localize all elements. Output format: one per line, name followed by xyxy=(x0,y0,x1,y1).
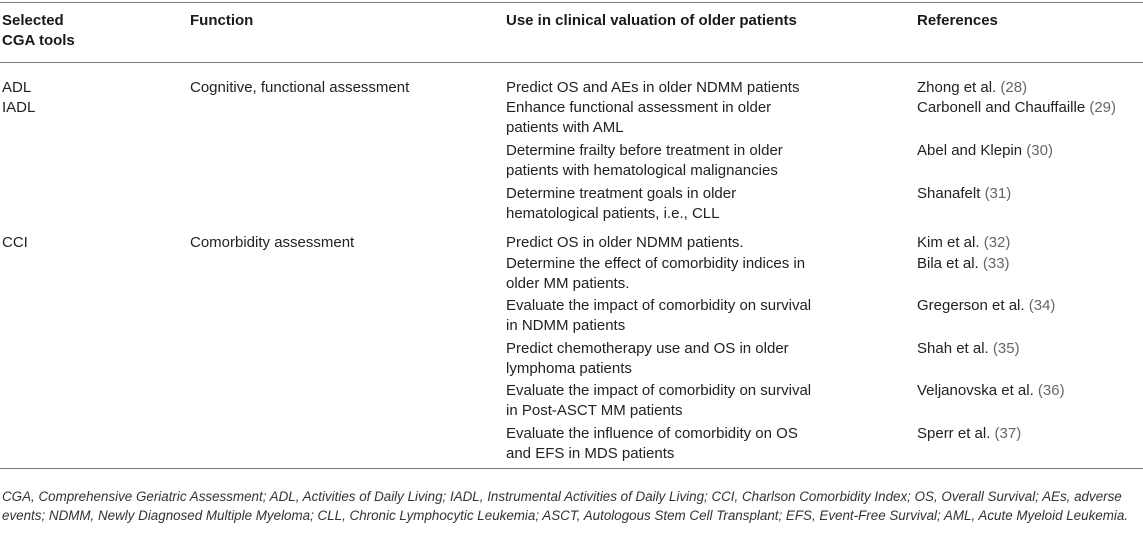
use-cell xyxy=(506,78,836,98)
use-line: Predict chemotherapy use and OS in older xyxy=(506,340,789,357)
use-cell xyxy=(506,424,836,464)
reference-name: Gregerson et al. xyxy=(917,297,1025,314)
use-line: Enhance functional assessment in older xyxy=(506,99,772,116)
tool-iadl: IADL xyxy=(2,99,36,116)
reference-number: (36) xyxy=(1037,382,1065,399)
header-function: Function xyxy=(190,12,254,29)
use-cell xyxy=(506,339,836,379)
use-line: and EFS in MDS patients xyxy=(506,445,675,462)
reference-cell xyxy=(917,339,1142,359)
reference-number: (32) xyxy=(983,234,1011,251)
tool-adl: ADL xyxy=(2,79,32,96)
function-cell: Cognitive, functional assessment xyxy=(190,79,410,96)
table-footnote: CGA, Comprehensive Geriatric Assessment; ADL, Activities of Daily Living; IADL, Instrumental Activities of Daily Living; CCI, Charlson Comorbidity Index; OS, Overall Survival; AEs, adverse events; NDMM, Newly Diagnosed Multiple Myeloma; CLL, Chronic Lymphocytic Leukemia; ASCT, Autologous Stem Cell Transplant; EFS, Event-Free Survival; AML, Acute Myeloid Leukemia. xyxy=(2,489,1129,523)
use-line: Determine frailty before treatment in older xyxy=(506,142,783,159)
use-line: Determine the effect of comorbidity indices in xyxy=(506,255,806,272)
reference-cell xyxy=(917,78,1142,98)
use-line: Determine treatment goals in older xyxy=(506,185,737,202)
use-line: Evaluate the impact of comorbidity on survival xyxy=(506,297,812,314)
use-line: patients with hematological malignancies xyxy=(506,162,778,179)
reference-cell xyxy=(917,233,1142,253)
top-rule xyxy=(0,2,1143,3)
reference-name: Shah et al. xyxy=(917,340,989,357)
function-cell: Comorbidity assessment xyxy=(190,234,355,251)
use-line: Evaluate the impact of comorbidity on survival xyxy=(506,382,812,399)
reference-name: Shanafelt xyxy=(917,185,981,202)
header-references: References xyxy=(917,12,998,29)
reference-number: (28) xyxy=(1000,79,1028,96)
reference-number: (34) xyxy=(1028,297,1056,314)
reference-number: (35) xyxy=(992,340,1020,357)
use-cell xyxy=(506,98,836,138)
header-rule xyxy=(0,62,1143,63)
reference-cell xyxy=(917,424,1142,444)
header-tools xyxy=(2,11,172,51)
use-cell xyxy=(506,184,836,224)
header-tools-line1: Selected xyxy=(2,12,64,29)
reference-number: (29) xyxy=(1089,99,1117,116)
use-cell xyxy=(506,141,836,181)
use-cell xyxy=(506,296,836,336)
reference-number: (37) xyxy=(994,425,1022,442)
reference-cell xyxy=(917,254,1142,274)
reference-name: Veljanovska et al. xyxy=(917,382,1034,399)
reference-cell xyxy=(917,296,1142,316)
use-line: in Post-ASCT MM patients xyxy=(506,402,683,419)
reference-name: Kim et al. xyxy=(917,234,980,251)
use-line: Predict OS and AEs in older NDMM patients xyxy=(506,79,800,96)
use-line: Evaluate the influence of comorbidity on OS xyxy=(506,425,798,442)
bottom-rule xyxy=(0,468,1143,469)
use-cell xyxy=(506,233,836,253)
use-line: older MM patients. xyxy=(506,275,630,292)
tool-cci: CCI xyxy=(2,234,28,251)
reference-name: Zhong et al. xyxy=(917,79,997,96)
reference-number: (30) xyxy=(1026,142,1053,159)
reference-cell xyxy=(917,141,1142,161)
use-cell xyxy=(506,254,836,294)
reference-name: Bila et al. xyxy=(917,255,979,272)
reference-cell xyxy=(917,381,1142,401)
reference-number: (31) xyxy=(984,185,1012,202)
header-tools-line2: CGA tools xyxy=(2,32,75,49)
reference-cell xyxy=(917,98,1142,118)
use-line: in NDMM patients xyxy=(506,317,626,334)
reference-cell xyxy=(917,184,1142,204)
use-line: patients with AML xyxy=(506,119,624,136)
reference-name: Sperr et al. xyxy=(917,425,991,442)
use-line: hematological patients, i.e., CLL xyxy=(506,205,720,222)
reference-number: (33) xyxy=(982,255,1010,272)
header-use: Use in clinical valuation of older patients xyxy=(506,12,797,29)
reference-name: Abel and Klepin xyxy=(917,142,1023,159)
use-line: Predict OS in older NDMM patients. xyxy=(506,234,744,251)
use-line: lymphoma patients xyxy=(506,360,632,377)
use-cell xyxy=(506,381,836,421)
reference-name: Carbonell and Chauffaille xyxy=(917,99,1086,116)
